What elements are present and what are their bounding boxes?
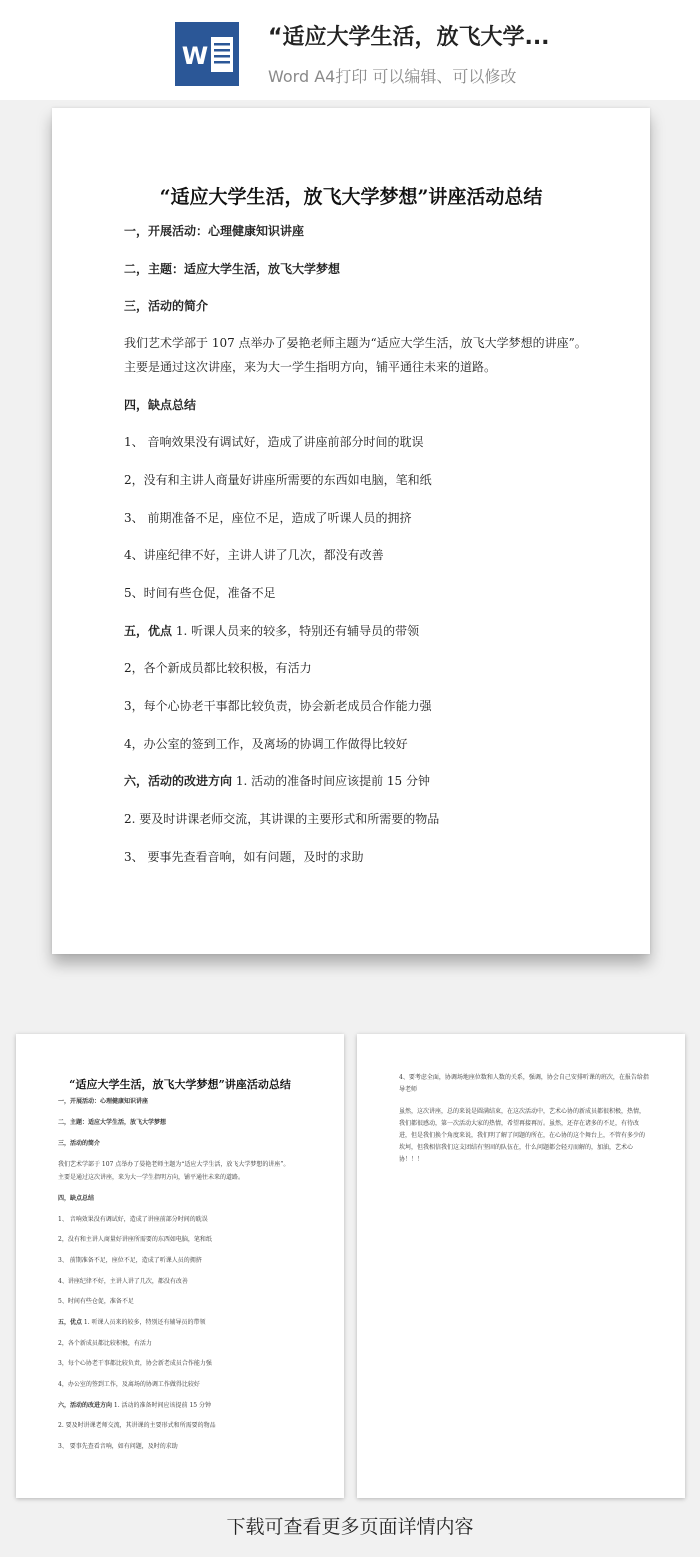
thumb-section-6 (58, 1400, 211, 1409)
section-1: 一，开展活动：心理健康知识讲座 (124, 224, 305, 238)
section-2: 二，主题：适应大学生活，放飞大学梦想 (124, 262, 341, 276)
shortcoming-3: 3、 前期准备不足，座位不足，造成了听课人员的拥挤 (124, 511, 412, 525)
thumb-section-2: 二，主题：适应大学生活，放飞大学梦想 (58, 1119, 167, 1126)
shortcoming-1: 1、 音响效果没有调试好，造成了讲座前部分时间的耽误 (124, 435, 424, 449)
thumb-intro-1: 我们艺术学部于 107 点举办了晏艳老师主题为“适应大学生活，放飞大学梦想的讲座”。 (58, 1161, 290, 1168)
thumb-improvement-2: 2. 要及时讲课老师交流，其讲课的主要形式和所需要的物品 (58, 1422, 216, 1429)
improvement-2: 2. 要及时讲课老师交流，其讲课的主要形式和所需要的物品 (124, 812, 440, 826)
section-5 (124, 622, 419, 639)
download-more-link[interactable]: 下载可查看更多页面详情内容 (226, 1516, 474, 1538)
thumb2-paragraph-2: 虽然，这次讲座，总的来说是圆满结束，在这次活动中，艺术心协的新成员都很积极，热情，我们都很感动，第一次活动大家的热情，希望再接再厉。虽然，还存在诸多的不足，有待改进，但是我们换个角度来说，我们明了解了问题的所在，在心协的这个舞台上，不管有多少的坎坷，但我相信我们这支团结有坚固的队伍在，什么问题都会轻刃而解的，加油，艺术心协！！！ (399, 1108, 646, 1163)
thumb-shortcoming-1: 1、 音响效果没有调试好，造成了讲座前部分时间的耽误 (58, 1216, 208, 1223)
page-title: “适应大学生活，放飞大学梦想”讲座活动总结 (159, 186, 543, 208)
section-6-heading: 六，活动的改进方向 (124, 774, 233, 788)
intro-line-1: 我们艺术学部于 107 点举办了晏艳老师主题为“适应大学生活，放飞大学梦想的讲座”。 (124, 336, 587, 350)
thumb-section-4: 四，缺点总结 (58, 1195, 95, 1202)
page-thumbnail-1[interactable] (16, 1034, 344, 1498)
improvement-1: 1. 活动的准备时间应该提前 15 分钟 (232, 774, 430, 788)
thumb-shortcoming-4: 4、讲座纪律不好，主讲人讲了几次，都没有改善 (58, 1278, 188, 1285)
section-4: 四，缺点总结 (124, 398, 197, 412)
thumb-title: “适应大学生活，放飞大学梦想”讲座活动总结 (69, 1078, 291, 1091)
thumb-improvement-1: 1. 活动的准备时间应该提前 15 分钟 (112, 1402, 212, 1409)
thumb-section-5 (58, 1317, 206, 1326)
shortcoming-5: 5、时间有些仓促，准备不足 (124, 586, 276, 600)
header-bar (0, 0, 700, 100)
document-page-preview (52, 108, 650, 954)
document-subtitle: Word A4打印 可以编辑、可以修改 (268, 67, 517, 86)
page-thumbnail-2[interactable] (357, 1034, 685, 1498)
word-icon (175, 22, 239, 86)
intro-line-2: 主要是通过这次讲座，来为大一学生指明方向，铺平通往未来的道路。 (124, 360, 497, 374)
shortcoming-2: 2，没有和主讲人商量好讲座所需要的东西如电脑，笔和纸 (124, 473, 432, 487)
document-title: “适应大学生活，放飞大学... (268, 25, 550, 50)
thumb-advantage-1: 1. 听课人员来的较多，特别还有辅导员的带领 (82, 1319, 206, 1326)
thumb-advantage-2: 2，各个新成员都比较积极，有活力 (58, 1340, 152, 1347)
section-3: 三，活动的简介 (124, 299, 209, 313)
thumb-advantage-4: 4，办公室的签到工作，及离场的协调工作做得比较好 (58, 1381, 200, 1388)
improvement-3: 3、 要事先查看音响，如有问题，及时的求助 (124, 850, 364, 864)
thumb-advantage-3: 3，每个心协老干事都比较负责，协会新老成员合作能力强 (58, 1360, 212, 1367)
thumb-section-5-heading: 五，优点 (58, 1319, 83, 1326)
advantage-4: 4，办公室的签到工作，及离场的协调工作做得比较好 (124, 737, 408, 751)
thumb-section-1: 一，开展活动：心理健康知识讲座 (58, 1098, 149, 1105)
section-5-heading: 五，优点 (124, 624, 173, 638)
svg-text:W: W (181, 42, 209, 70)
shortcoming-4: 4、讲座纪律不好，主讲人讲了几次，都没有改善 (124, 548, 384, 562)
thumb-section-6-heading: 六，活动的改进方向 (58, 1402, 113, 1409)
section-6 (124, 772, 430, 789)
thumb2-paragraph-1: 4、要考虑全面，协调场地座位数和人数的关系，强调，协会自己安排听课的班次，在报告给指导老师 (399, 1074, 649, 1093)
thumb-section-3: 三，活动的简介 (58, 1140, 101, 1147)
advantage-1: 1. 听课人员来的较多，特别还有辅导员的带领 (172, 624, 420, 638)
thumb-improvement-3: 3、 要事先查看音响，如有问题，及时的求助 (58, 1443, 178, 1450)
advantage-3: 3，每个心协老干事都比较负责，协会新老成员合作能力强 (124, 699, 432, 713)
advantage-2: 2，各个新成员都比较积极，有活力 (124, 661, 312, 675)
thumb-shortcoming-5: 5、时间有些仓促，准备不足 (58, 1298, 134, 1305)
thumb-shortcoming-2: 2，没有和主讲人商量好讲座所需要的东西如电脑，笔和纸 (58, 1236, 212, 1243)
thumb-intro-2: 主要是通过这次讲座，来为大一学生指明方向，铺平通往未来的道路。 (58, 1174, 245, 1181)
thumb-shortcoming-3: 3、 前期准备不足，座位不足，造成了听课人员的拥挤 (58, 1257, 202, 1264)
